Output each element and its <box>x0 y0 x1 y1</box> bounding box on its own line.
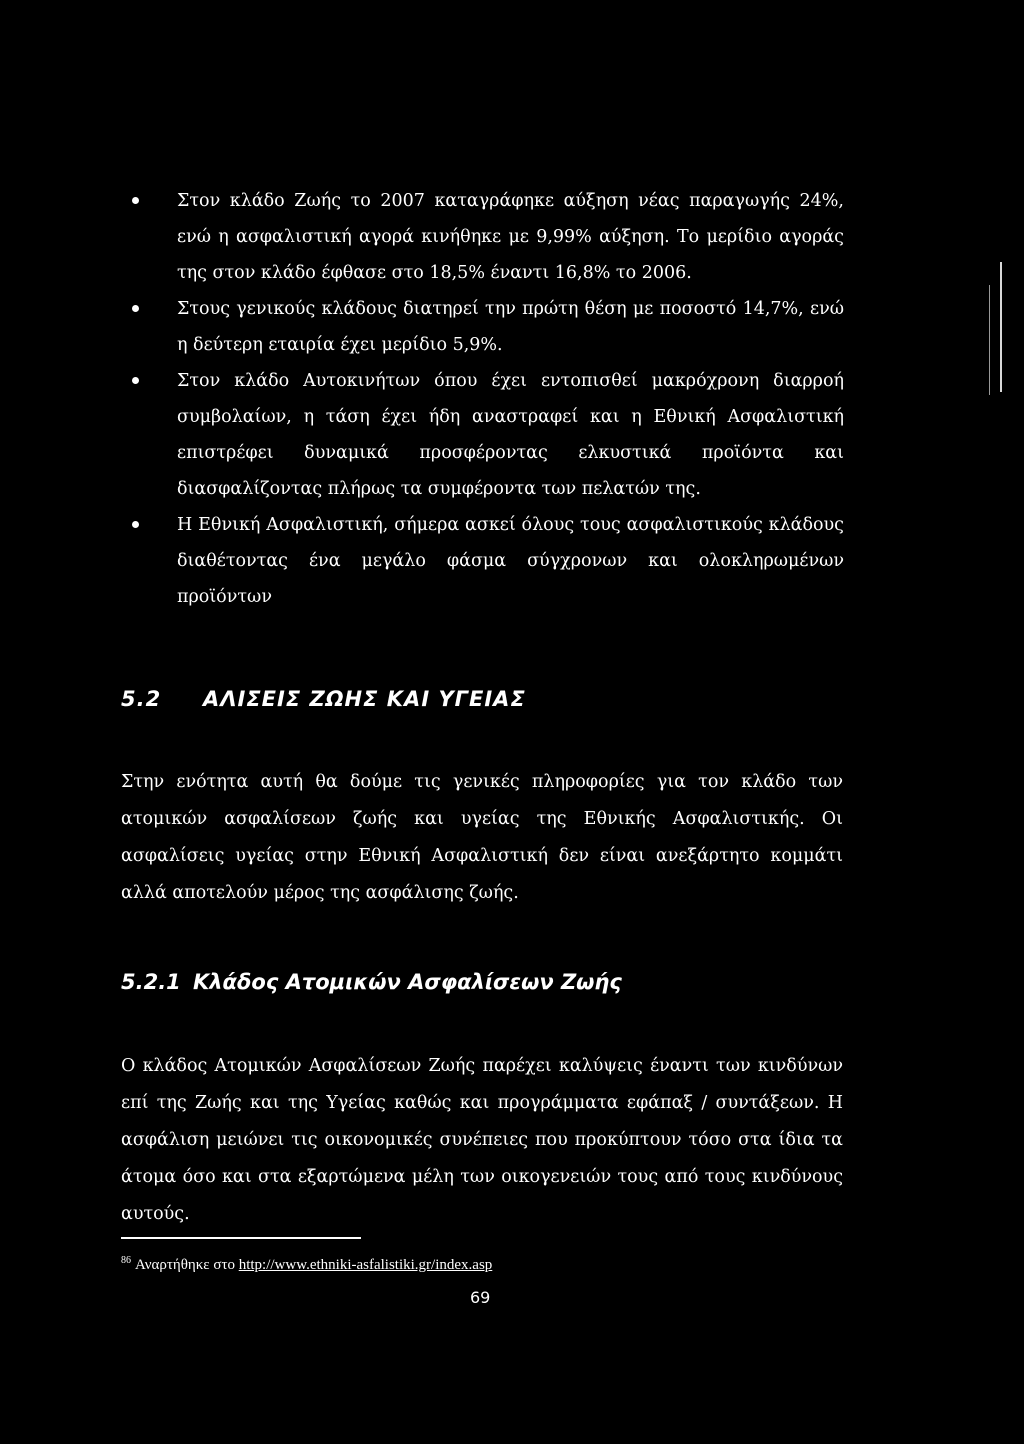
list-item <box>132 507 844 615</box>
section-number: 5.2 <box>121 687 162 711</box>
footnote-divider <box>121 1237 361 1239</box>
section-heading-5-2-1 <box>121 970 622 994</box>
bullet-icon <box>132 521 139 528</box>
footnote <box>121 1255 492 1274</box>
bullet-icon <box>132 305 139 312</box>
section-heading-5-2 <box>121 687 526 711</box>
footnote-text: Αναρτήθηκε στο <box>135 1257 239 1273</box>
section-title: ΑΛΙΣΕΙΣ ΖΩΗΣ ΚΑΙ ΥΓΕΙΑΣ <box>203 687 526 711</box>
page-number: 69 <box>470 1288 491 1307</box>
footnote-link[interactable]: http://www.ethniki-asfalistiki.gr/index.asp <box>238 1257 493 1273</box>
list-item <box>132 363 844 507</box>
bullet-text: Η Εθνική Ασφαλιστική, σήμερα ασκεί όλους τους ασφαλιστικούς κλάδους διαθέτοντας ένα μεγάλο φάσμα σύγχρονων και ολοκληρωμένων προϊόντων <box>177 515 844 607</box>
section-title: Κλάδος Ατομικών Ασφαλίσεων Ζωής <box>193 970 622 994</box>
scan-artifact <box>989 285 990 395</box>
bullet-text: Στους γενικούς κλάδους διατηρεί την πρώτη θέση με ποσοστό 14,7%, ενώ η δεύτερη εταιρία έχει μερίδιο 5,9%. <box>177 299 844 355</box>
section-number: 5.2.1 <box>121 970 181 994</box>
section-paragraph: Στην ενότητα αυτή θα δούμε τις γενικές πληροφορίες για τον κλάδο των ατομικών ασφαλίσεων ζωής και υγείας της Εθνικής Ασφαλιστικής. Οι ασφαλίσεις υγείας στην Εθνική Ασφαλιστική δεν είναι ανεξάρτητο κομμάτι αλλά αποτελούν μέρος της ασφάλισης ζωής. <box>121 772 843 903</box>
list-item <box>132 291 844 363</box>
footnote-marker: 86 <box>121 1255 131 1266</box>
bullet-icon <box>132 377 139 384</box>
bullet-list <box>132 183 844 615</box>
bullet-icon <box>132 197 139 204</box>
list-item <box>132 183 844 291</box>
section-paragraph: Ο κλάδος Ατομικών Ασφαλίσεων Ζωής παρέχει καλύψεις έναντι των κινδύνων επί της Ζωής και της Υγείας καθώς και προγράμματα εφάπαξ / συντάξεων. Η ασφάλιση μειώνει τις οικονομικές συνέπειες που προκύπτουν τόσο στα ίδια τα άτομα όσο και στα εξαρτώμενα μέλη των οικογενειών τους από τους κινδύνους αυτούς. <box>121 1056 843 1224</box>
scan-artifact <box>1000 262 1002 392</box>
bullet-text: Στον κλάδο Ζωής το 2007 καταγράφηκε αύξηση νέας παραγωγής 24%, ενώ η ασφαλιστική αγορά κινήθηκε με 9,99% αύξηση. Το μερίδιο αγοράς της στον κλάδο έφθασε στο 18,5% έναντι 16,8% το 2006. <box>177 191 844 283</box>
bullet-text: Στον κλάδο Αυτοκινήτων όπου έχει εντοπισθεί μακρόχρονη διαρροή συμβολαίων, η τάση έχει ήδη αναστραφεί και η Εθνική Ασφαλιστική επιστρέφει δυναμικά προσφέροντας ελκυστικά προϊόντα και διασφαλίζοντας πλήρως τα συμφέροντα των πελατών της. <box>177 371 844 499</box>
